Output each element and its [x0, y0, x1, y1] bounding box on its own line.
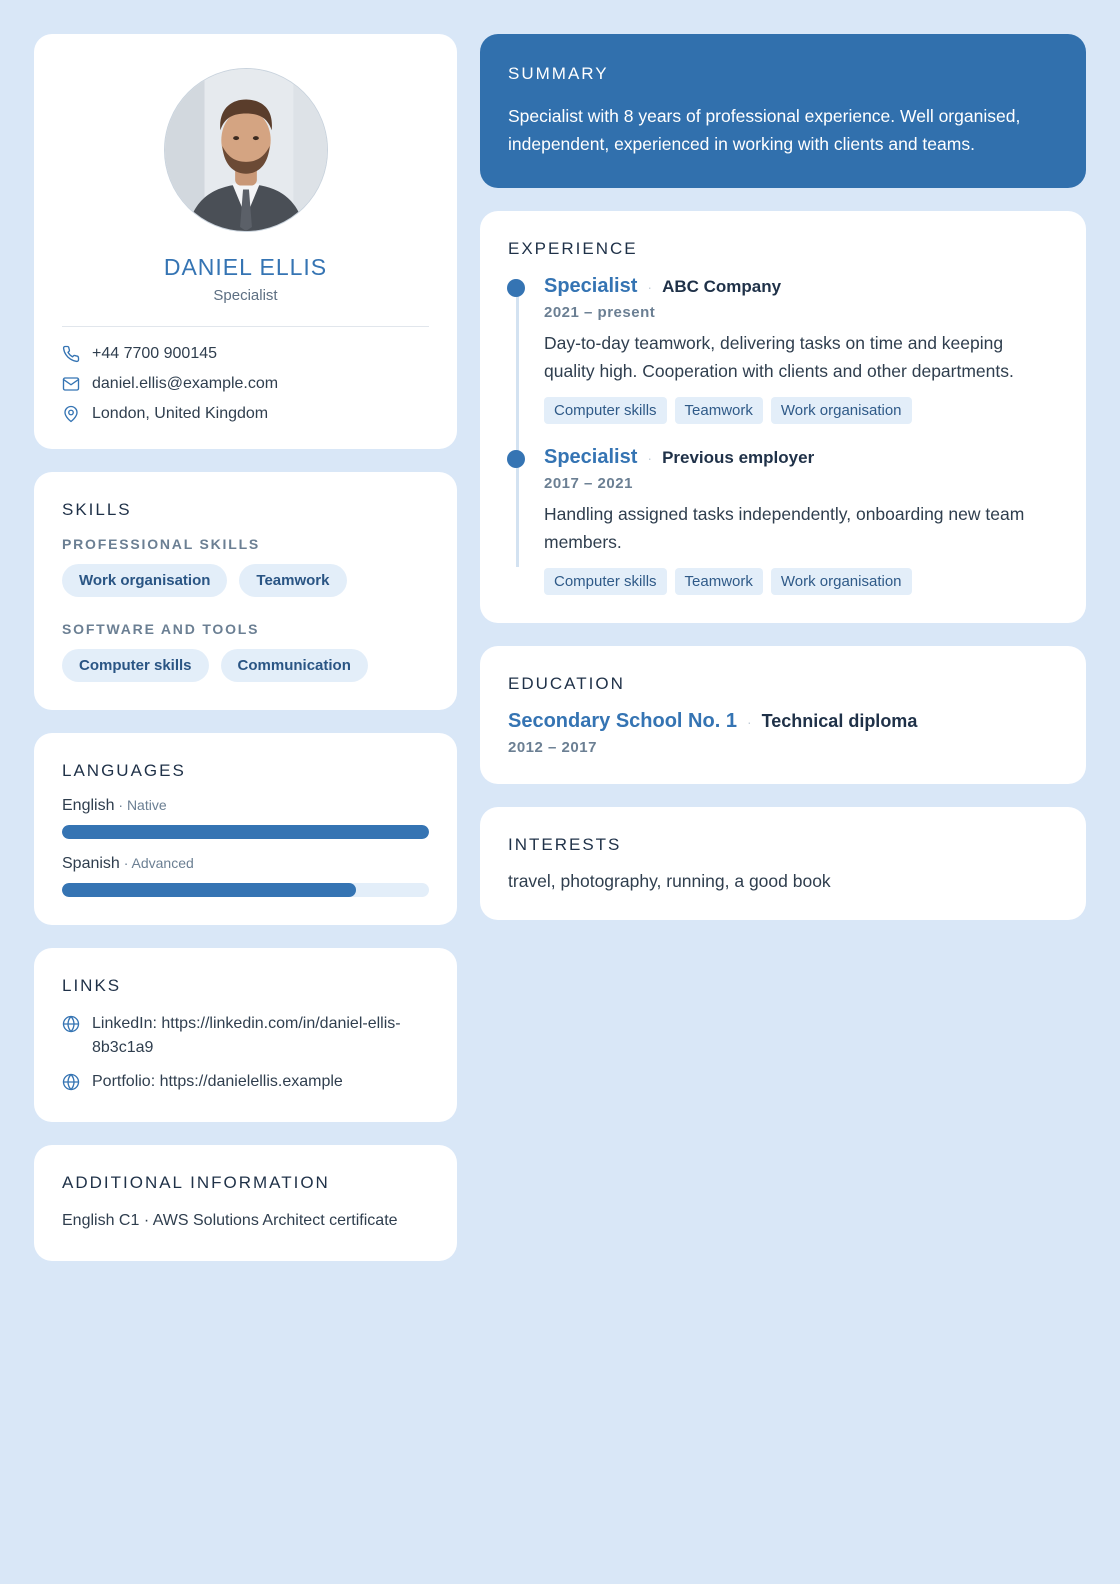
timeline-dot: [507, 279, 525, 297]
language-bar: [62, 825, 429, 839]
job-tag: Teamwork: [675, 568, 763, 595]
contact-email: [62, 375, 429, 393]
separator-dot: ·: [647, 450, 653, 466]
language-label: [62, 855, 429, 873]
job-title: Specialist: [544, 275, 638, 297]
link-text[interactable]: LinkedIn: https://linkedin.com/in/daniel-ellis-8b3c1a9: [92, 1015, 401, 1056]
job-tags: [544, 568, 1058, 595]
additional-info-card: [34, 1145, 457, 1261]
link-portfolio[interactable]: [62, 1070, 429, 1094]
avatar: [164, 68, 328, 232]
language-label: [62, 797, 429, 815]
timeline-line: [516, 287, 519, 567]
job-tag: Work organisation: [771, 568, 912, 595]
summary-title: SUMMARY: [508, 64, 609, 83]
skill-pill: Work organisation: [62, 564, 227, 597]
language-separator: ·: [114, 797, 127, 813]
phone-text: +44 7700 900145: [92, 345, 218, 362]
globe-icon: [62, 1073, 80, 1091]
job-description: Handling assigned tasks independently, onboarding new team members.: [544, 504, 1025, 552]
job-tag: Computer skills: [544, 568, 667, 595]
company-name: ABC Company: [662, 277, 782, 296]
additional-info-title: ADDITIONAL INFORMATION: [62, 1173, 330, 1192]
contact-phone: [62, 345, 429, 363]
separator-dot: ·: [746, 714, 752, 730]
job-header: [544, 446, 1058, 469]
interests-title: INTERESTS: [508, 835, 622, 854]
job-dates: 2021 – present: [544, 304, 656, 321]
language-level: Native: [126, 797, 167, 813]
company-name: Previous employer: [662, 448, 815, 467]
education-dates: 2012 – 2017: [508, 739, 597, 756]
skills-group: [62, 649, 429, 682]
job-entry: [544, 446, 1058, 595]
language-name: English: [62, 797, 115, 814]
language-bar-fill: [62, 825, 429, 839]
mail-icon: [62, 375, 80, 393]
links-title: LINKS: [62, 976, 122, 995]
globe-icon: [62, 1015, 80, 1033]
language-name: Spanish: [62, 855, 120, 872]
skill-pill: Communication: [221, 649, 368, 682]
interests-card: [480, 807, 1086, 920]
education-title: EDUCATION: [508, 674, 625, 693]
profile-card: [34, 34, 457, 449]
language-separator: ·: [119, 855, 132, 871]
summary-text: Specialist with 8 years of professional experience. Well organised, independent, experienced in working with clients and teams.: [508, 106, 1021, 154]
person-role: Specialist: [213, 287, 278, 304]
job-dates: 2017 – 2021: [544, 475, 633, 492]
skill-pill: Computer skills: [62, 649, 209, 682]
link-text[interactable]: Portfolio: https://danielellis.example: [92, 1073, 343, 1090]
languages-card: [34, 733, 457, 925]
phone-icon: [62, 345, 80, 363]
degree-name: Technical diploma: [761, 711, 918, 731]
job-entry: [544, 275, 1058, 424]
education-header: [508, 710, 1058, 733]
separator-dot: ·: [647, 279, 653, 295]
job-tag: Computer skills: [544, 397, 667, 424]
languages-title: LANGUAGES: [62, 761, 186, 780]
language-bar: [62, 883, 429, 897]
right-column: [480, 34, 1086, 943]
skills-group: [62, 564, 429, 597]
summary-card: [480, 34, 1086, 188]
interests-text: travel, photography, running, a good book: [508, 871, 831, 891]
person-name: DANIEL ELLIS: [163, 254, 328, 280]
experience-card: [480, 211, 1086, 623]
additional-info-text: English C1 · AWS Solutions Architect certificate: [62, 1212, 398, 1229]
language-level: Advanced: [131, 855, 194, 871]
job-header: [544, 275, 1058, 298]
job-tag: Work organisation: [771, 397, 912, 424]
skills-group-heading: PROFESSIONAL SKILLS: [62, 536, 261, 552]
email-text: daniel.ellis@example.com: [92, 375, 279, 392]
job-title: Specialist: [544, 446, 638, 468]
job-tags: [544, 397, 1058, 424]
link-linkedin[interactable]: [62, 1012, 429, 1060]
skills-card: [34, 472, 457, 710]
job-tag: Teamwork: [675, 397, 763, 424]
school-name: Secondary School No. 1: [508, 710, 737, 732]
divider: [62, 326, 429, 327]
skill-pill: Teamwork: [239, 564, 346, 597]
timeline-dot: [507, 450, 525, 468]
left-column: [34, 34, 457, 1284]
skills-title: SKILLS: [62, 500, 132, 519]
location-text: London, United Kingdom: [92, 405, 269, 422]
experience-timeline: [508, 275, 1058, 595]
skills-group-heading: SOFTWARE AND TOOLS: [62, 621, 260, 637]
avatar-image: [165, 69, 327, 231]
education-card: [480, 646, 1086, 784]
contact-location: [62, 405, 429, 423]
location-pin-icon: [62, 405, 80, 423]
job-description: Day-to-day teamwork, delivering tasks on time and keeping quality high. Cooperation with clients and other departments.: [544, 333, 1014, 381]
links-card: [34, 948, 457, 1122]
experience-title: EXPERIENCE: [508, 239, 638, 258]
language-bar-fill: [62, 883, 356, 897]
